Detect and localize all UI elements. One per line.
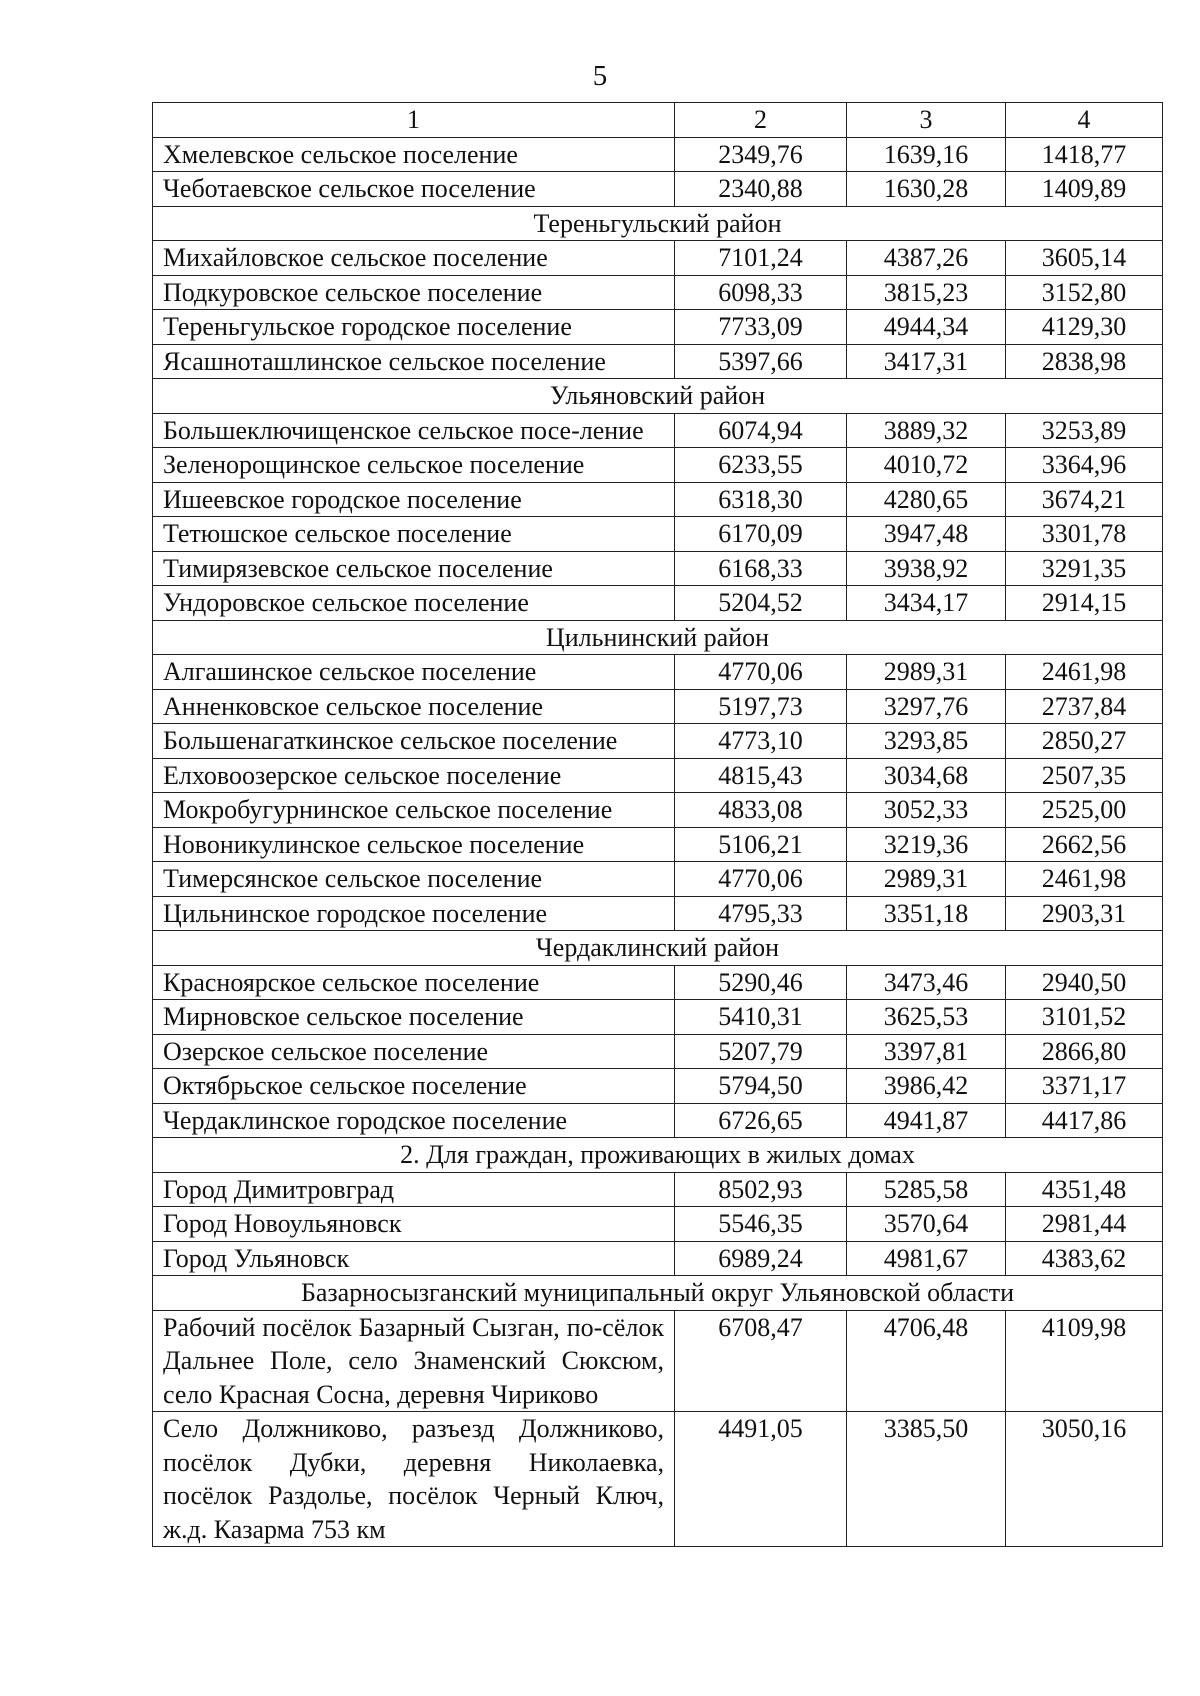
value-col-4: 4383,62	[1006, 1241, 1163, 1276]
tariff-table	[152, 102, 1163, 1547]
value-col-3: 4941,87	[847, 1103, 1006, 1138]
table-row	[153, 758, 1163, 793]
value-col-3: 3986,42	[847, 1069, 1006, 1104]
value-col-2: 6170,09	[675, 517, 847, 552]
value-col-2: 5546,35	[675, 1207, 847, 1242]
value-col-4: 3301,78	[1006, 517, 1163, 552]
value-col-4: 4109,98	[1006, 1310, 1163, 1412]
value-col-3: 3570,64	[847, 1207, 1006, 1242]
value-col-2: 4491,05	[675, 1412, 847, 1547]
settlement-name: Город Ульяновск	[153, 1241, 675, 1276]
table-row	[153, 655, 1163, 690]
settlement-name: Мирновское сельское поселение	[153, 1000, 675, 1035]
value-col-2: 7733,09	[675, 310, 847, 345]
section-row	[153, 1276, 1163, 1311]
settlement-name: Цильнинское городское поселение	[153, 896, 675, 931]
value-col-3: 3397,81	[847, 1034, 1006, 1069]
value-col-3: 4706,48	[847, 1310, 1006, 1412]
settlement-name: Михайловское сельское поселение	[153, 241, 675, 276]
value-col-4: 2461,98	[1006, 655, 1163, 690]
value-col-4: 2914,15	[1006, 586, 1163, 621]
value-col-3: 3052,33	[847, 793, 1006, 828]
value-col-3: 4944,34	[847, 310, 1006, 345]
value-col-4: 3253,89	[1006, 413, 1163, 448]
value-col-3: 3434,17	[847, 586, 1006, 621]
table-header-row	[153, 103, 1163, 138]
value-col-3: 5285,58	[847, 1172, 1006, 1207]
value-col-2: 4773,10	[675, 724, 847, 759]
settlement-name: Анненковское сельское поселение	[153, 689, 675, 724]
value-col-2: 5106,21	[675, 827, 847, 862]
value-col-3: 4010,72	[847, 448, 1006, 483]
settlement-name: Мокробугурнинское сельское поселение	[153, 793, 675, 828]
settlement-name: Хмелевское сельское поселение	[153, 137, 675, 172]
settlement-name: Тимерсянское сельское поселение	[153, 862, 675, 897]
value-col-4: 2850,27	[1006, 724, 1163, 759]
value-col-2: 5197,73	[675, 689, 847, 724]
settlement-name: Город Димитровград	[153, 1172, 675, 1207]
value-col-2: 5290,46	[675, 965, 847, 1000]
section-title: Цильнинский район	[153, 620, 1163, 655]
value-col-2: 6074,94	[675, 413, 847, 448]
value-col-4: 3364,96	[1006, 448, 1163, 483]
value-col-3: 4387,26	[847, 241, 1006, 276]
value-col-2: 5794,50	[675, 1069, 847, 1104]
value-col-2: 5410,31	[675, 1000, 847, 1035]
table-row	[153, 1172, 1163, 1207]
table-row	[153, 1310, 1163, 1412]
value-col-2: 6708,47	[675, 1310, 847, 1412]
settlement-name: Тетюшское сельское поселение	[153, 517, 675, 552]
value-col-2: 6233,55	[675, 448, 847, 483]
section-row	[153, 931, 1163, 966]
value-col-4: 4417,86	[1006, 1103, 1163, 1138]
table-row	[153, 482, 1163, 517]
settlement-name: Ишеевское городское поселение	[153, 482, 675, 517]
value-col-4: 3605,14	[1006, 241, 1163, 276]
value-col-4: 3291,35	[1006, 551, 1163, 586]
value-col-3: 4280,65	[847, 482, 1006, 517]
value-col-2: 6098,33	[675, 275, 847, 310]
value-col-4: 2838,98	[1006, 344, 1163, 379]
table-row	[153, 1103, 1163, 1138]
value-col-3: 2989,31	[847, 862, 1006, 897]
table-row	[153, 172, 1163, 207]
table-row	[153, 275, 1163, 310]
settlement-name: Алгашинское сельское поселение	[153, 655, 675, 690]
value-col-2: 4770,06	[675, 655, 847, 690]
value-col-3: 3219,36	[847, 827, 1006, 862]
settlement-name: Новоникулинское сельское поселение	[153, 827, 675, 862]
value-col-4: 3101,52	[1006, 1000, 1163, 1035]
page-number: 5	[592, 60, 608, 92]
table-row	[153, 241, 1163, 276]
table-row	[153, 344, 1163, 379]
value-col-2: 4770,06	[675, 862, 847, 897]
table-row	[153, 862, 1163, 897]
value-col-4: 3674,21	[1006, 482, 1163, 517]
value-col-3: 3947,48	[847, 517, 1006, 552]
section-row	[153, 206, 1163, 241]
settlement-name: Село Должниково, разъезд Должниково, посёлок Дубки, деревня Николаевка, посёлок Раздолье, посёлок Черный Ключ, ж.д. Казарма 753 км	[153, 1412, 675, 1547]
settlement-name: Красноярское сельское поселение	[153, 965, 675, 1000]
value-col-3: 2989,31	[847, 655, 1006, 690]
settlement-name: Зеленорощинское сельское поселение	[153, 448, 675, 483]
settlement-name: Большенагаткинское сельское поселение	[153, 724, 675, 759]
value-col-3: 3385,50	[847, 1412, 1006, 1547]
value-col-3: 3473,46	[847, 965, 1006, 1000]
value-col-2: 6168,33	[675, 551, 847, 586]
value-col-2: 5204,52	[675, 586, 847, 621]
table-body	[153, 103, 1163, 1547]
value-col-4: 3371,17	[1006, 1069, 1163, 1104]
settlement-name: Город Новоульяновск	[153, 1207, 675, 1242]
value-col-4: 2981,44	[1006, 1207, 1163, 1242]
settlement-name: Подкуровское сельское поселение	[153, 275, 675, 310]
value-col-3: 3938,92	[847, 551, 1006, 586]
value-col-3: 3351,18	[847, 896, 1006, 931]
value-col-3: 3034,68	[847, 758, 1006, 793]
settlement-name: Чердаклинское городское поселение	[153, 1103, 675, 1138]
settlement-name: Рабочий посёлок Базарный Сызган, по-сёлок Дальнее Поле, село Знаменский Сюксюм, село Красная Сосна, деревня Чириково	[153, 1310, 675, 1412]
table-row	[153, 1069, 1163, 1104]
value-col-3: 3625,53	[847, 1000, 1006, 1035]
section-title: 2. Для граждан, проживающих в жилых домах	[153, 1138, 1163, 1173]
value-col-2: 6989,24	[675, 1241, 847, 1276]
section-row	[153, 379, 1163, 414]
value-col-3: 3417,31	[847, 344, 1006, 379]
settlement-name: Тереньгульское городское поселение	[153, 310, 675, 345]
table-row	[153, 827, 1163, 862]
value-col-4: 3152,80	[1006, 275, 1163, 310]
table-row	[153, 517, 1163, 552]
column-header: 1	[153, 103, 675, 138]
table-row	[153, 310, 1163, 345]
section-title: Ульяновский район	[153, 379, 1163, 414]
value-col-2: 7101,24	[675, 241, 847, 276]
settlement-name: Ясашноташлинское сельское поселение	[153, 344, 675, 379]
section-title: Чердаклинский район	[153, 931, 1163, 966]
value-col-2: 2349,76	[675, 137, 847, 172]
table-row	[153, 137, 1163, 172]
value-col-2: 6318,30	[675, 482, 847, 517]
value-col-2: 8502,93	[675, 1172, 847, 1207]
value-col-3: 1639,16	[847, 137, 1006, 172]
value-col-4: 2903,31	[1006, 896, 1163, 931]
table-row	[153, 896, 1163, 931]
value-col-3: 3293,85	[847, 724, 1006, 759]
value-col-3: 3889,32	[847, 413, 1006, 448]
value-col-3: 1630,28	[847, 172, 1006, 207]
table-row	[153, 448, 1163, 483]
value-col-4: 2507,35	[1006, 758, 1163, 793]
value-col-4: 2940,50	[1006, 965, 1163, 1000]
table-row	[153, 586, 1163, 621]
value-col-4: 1409,89	[1006, 172, 1163, 207]
settlement-name: Озерское сельское поселение	[153, 1034, 675, 1069]
table-row	[153, 965, 1163, 1000]
table-row	[153, 724, 1163, 759]
value-col-3: 3815,23	[847, 275, 1006, 310]
settlement-name: Чеботаевское сельское поселение	[153, 172, 675, 207]
table-row	[153, 689, 1163, 724]
value-col-4: 1418,77	[1006, 137, 1163, 172]
table-row	[153, 1412, 1163, 1547]
value-col-2: 4815,43	[675, 758, 847, 793]
value-col-2: 6726,65	[675, 1103, 847, 1138]
value-col-2: 4833,08	[675, 793, 847, 828]
value-col-2: 5397,66	[675, 344, 847, 379]
settlement-name: Ундоровское сельское поселение	[153, 586, 675, 621]
value-col-4: 2662,56	[1006, 827, 1163, 862]
column-header: 2	[675, 103, 847, 138]
value-col-3: 4981,67	[847, 1241, 1006, 1276]
section-row	[153, 620, 1163, 655]
section-title: Базарносызганский муниципальный округ Ульяновской области	[153, 1276, 1163, 1311]
value-col-4: 4129,30	[1006, 310, 1163, 345]
column-header: 3	[847, 103, 1006, 138]
value-col-4: 2737,84	[1006, 689, 1163, 724]
value-col-2: 4795,33	[675, 896, 847, 931]
table-row	[153, 1034, 1163, 1069]
value-col-4: 2525,00	[1006, 793, 1163, 828]
column-header: 4	[1006, 103, 1163, 138]
table-row	[153, 1000, 1163, 1035]
table-row	[153, 793, 1163, 828]
settlement-name: Большеключищенское сельское посе-ление	[153, 413, 675, 448]
value-col-4: 4351,48	[1006, 1172, 1163, 1207]
table-row	[153, 551, 1163, 586]
value-col-4: 2866,80	[1006, 1034, 1163, 1069]
table-row	[153, 1241, 1163, 1276]
settlement-name: Тимирязевское сельское поселение	[153, 551, 675, 586]
settlement-name: Елховоозерское сельское поселение	[153, 758, 675, 793]
section-row	[153, 1138, 1163, 1173]
value-col-2: 5207,79	[675, 1034, 847, 1069]
table-row	[153, 413, 1163, 448]
value-col-3: 3297,76	[847, 689, 1006, 724]
section-title: Тереньгульский район	[153, 206, 1163, 241]
settlement-name: Октябрьское сельское поселение	[153, 1069, 675, 1104]
value-col-2: 2340,88	[675, 172, 847, 207]
value-col-4: 2461,98	[1006, 862, 1163, 897]
value-col-4: 3050,16	[1006, 1412, 1163, 1547]
table-row	[153, 1207, 1163, 1242]
